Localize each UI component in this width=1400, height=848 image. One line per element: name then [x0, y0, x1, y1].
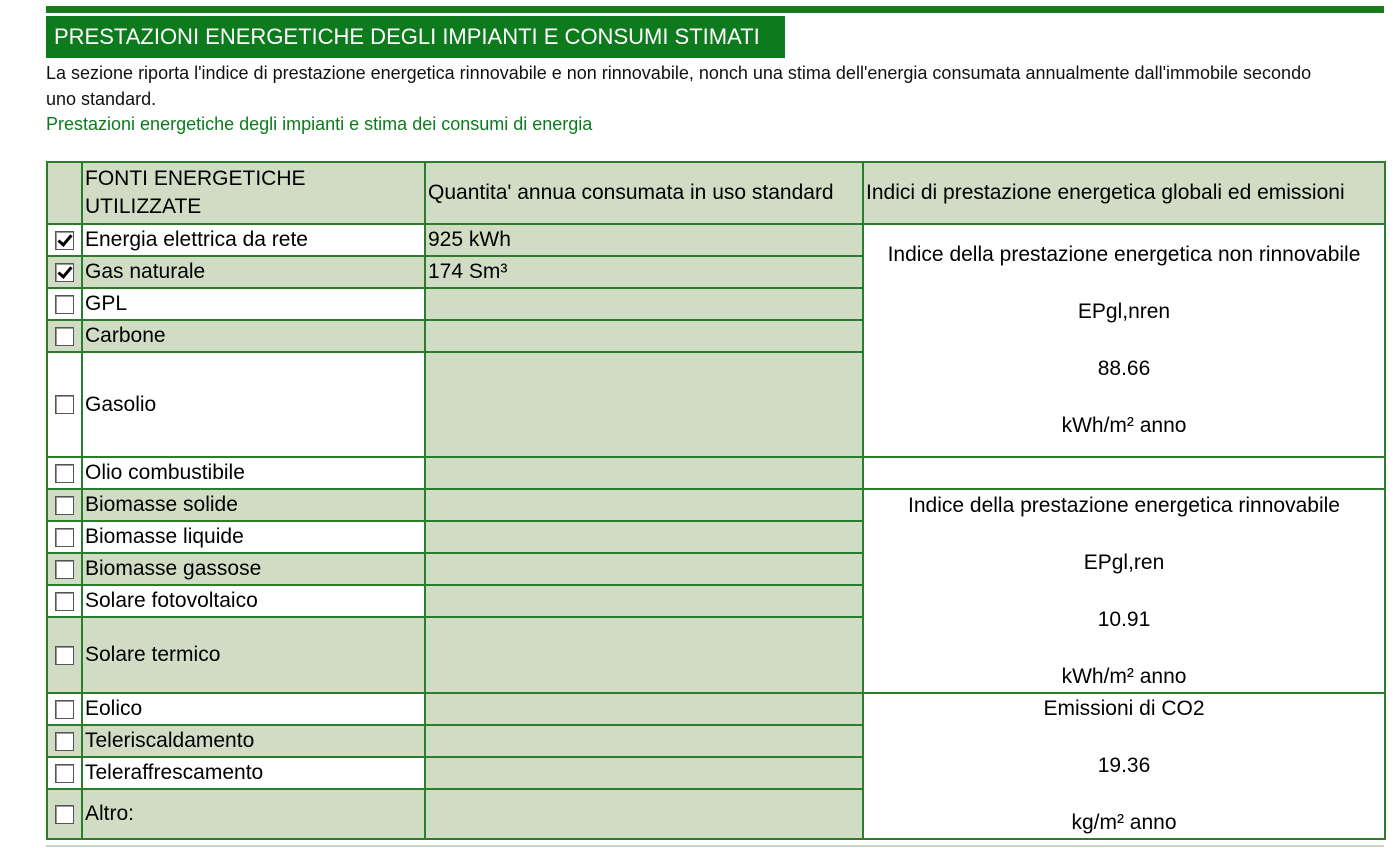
checkbox-cell — [47, 585, 82, 617]
section-subtitle: Prestazioni energetiche degli impianti e stima dei consumi di energia — [46, 114, 593, 134]
checkbox-cell — [47, 725, 82, 757]
source-label: GPL — [82, 288, 425, 320]
checkbox-cell — [47, 288, 82, 320]
source-label: Biomasse liquide — [82, 521, 425, 553]
index-spacer-cell — [863, 457, 1385, 489]
top-accent-bar — [46, 6, 1384, 13]
checkbox-cell — [47, 457, 82, 489]
quantity-cell — [425, 521, 863, 553]
table-header-row — [47, 162, 1385, 224]
emissions-cell — [863, 693, 1385, 839]
source-label: Teleraffrescamento — [82, 757, 425, 789]
section-title: PRESTAZIONI ENERGETICHE DEGLI IMPIANTI E CONSUMI STIMATI — [46, 16, 785, 58]
checkbox-cell — [47, 352, 82, 457]
nonrenewable-symbol: EPgl,nren — [1077, 300, 1171, 323]
checkbox-biomasse-gassose[interactable] — [55, 560, 74, 579]
emissions-value: 19.36 — [1097, 754, 1151, 777]
quantity-cell — [425, 585, 863, 617]
quantity-cell — [425, 489, 863, 521]
checkbox-energia-elettrica[interactable] — [55, 231, 74, 250]
table-row — [47, 457, 1385, 489]
checkbox-cell — [47, 617, 82, 693]
renewable-title: Indice della prestazione energetica rinnovabile — [908, 493, 1340, 517]
renewable-symbol: EPgl,ren — [1083, 550, 1165, 574]
checkbox-altro[interactable] — [55, 805, 74, 824]
quantity-cell — [425, 553, 863, 585]
checkbox-gasolio[interactable] — [55, 395, 74, 414]
source-label: Gas naturale — [82, 256, 425, 288]
checkbox-carbone[interactable] — [55, 327, 74, 346]
checkbox-solare-fotovoltaico[interactable] — [55, 592, 74, 611]
renewable-index-cell — [863, 489, 1385, 693]
quantity-cell: 925 kWh — [425, 224, 863, 256]
source-label: Gasolio — [82, 352, 425, 457]
checkbox-gas-naturale[interactable] — [55, 263, 74, 282]
nonrenewable-index-cell — [863, 224, 1385, 457]
checkbox-biomasse-liquide[interactable] — [55, 528, 74, 547]
quantity-cell — [425, 789, 863, 839]
checkbox-teleriscaldamento[interactable] — [55, 732, 74, 751]
header-indices: Indici di prestazione energetica globali ed emissioni — [863, 162, 1385, 224]
source-label: Biomasse solide — [82, 489, 425, 521]
quantity-cell — [425, 457, 863, 489]
table-row — [47, 489, 1385, 521]
source-label: Biomasse gassose — [82, 553, 425, 585]
header-sources: FONTI ENERGETICHE UTILIZZATE — [82, 162, 425, 224]
quantity-cell — [425, 725, 863, 757]
checkbox-teleraffrescamento[interactable] — [55, 764, 74, 783]
source-label: Solare fotovoltaico — [82, 585, 425, 617]
quantity-cell — [425, 352, 863, 457]
checkbox-cell — [47, 521, 82, 553]
energy-table — [46, 161, 1386, 840]
section-description: La sezione riporta l'indice di prestazione energetica rinnovabile e non rinnovabile, nonch una stima dell'energia consumata annualmente dall'immobile secondo uno standard. — [46, 63, 1312, 109]
quantity-cell — [425, 757, 863, 789]
nonrenewable-unit: kWh/m² anno — [1061, 414, 1187, 437]
checkbox-cell — [47, 320, 82, 352]
emissions-unit: kg/m² anno — [1071, 811, 1177, 834]
source-label: Altro: — [82, 789, 425, 839]
checkbox-cell — [47, 693, 82, 725]
checkbox-solare-termico[interactable] — [55, 646, 74, 665]
header-check-cell — [47, 162, 82, 224]
table-row — [47, 693, 1385, 725]
quantity-cell: 174 Sm³ — [425, 256, 863, 288]
checkbox-biomasse-solide[interactable] — [55, 496, 74, 515]
quantity-cell — [425, 288, 863, 320]
quantity-cell — [425, 320, 863, 352]
renewable-unit: kWh/m² anno — [1061, 664, 1187, 688]
checkbox-cell — [47, 757, 82, 789]
checkbox-olio-combustibile[interactable] — [55, 464, 74, 483]
table-row — [47, 224, 1385, 256]
checkbox-cell — [47, 489, 82, 521]
nonrenewable-value: 88.66 — [1097, 357, 1151, 380]
checkbox-eolico[interactable] — [55, 700, 74, 719]
checkbox-cell — [47, 224, 82, 256]
source-label: Olio combustibile — [82, 457, 425, 489]
source-label: Eolico — [82, 693, 425, 725]
quantity-cell — [425, 693, 863, 725]
quantity-cell — [425, 617, 863, 693]
checkbox-gpl[interactable] — [55, 295, 74, 314]
nonrenewable-title: Indice della prestazione energetica non rinnovabile — [887, 243, 1361, 266]
header-quantity: Quantita' annua consumata in uso standard — [425, 162, 863, 224]
checkbox-cell — [47, 553, 82, 585]
bottom-divider — [46, 845, 1384, 847]
source-label: Energia elettrica da rete — [82, 224, 425, 256]
source-label: Carbone — [82, 320, 425, 352]
renewable-value: 10.91 — [1097, 607, 1151, 631]
checkbox-cell — [47, 256, 82, 288]
emissions-title: Emissioni di CO2 — [1043, 697, 1205, 720]
source-label: Teleriscaldamento — [82, 725, 425, 757]
checkbox-cell — [47, 789, 82, 839]
source-label: Solare termico — [82, 617, 425, 693]
